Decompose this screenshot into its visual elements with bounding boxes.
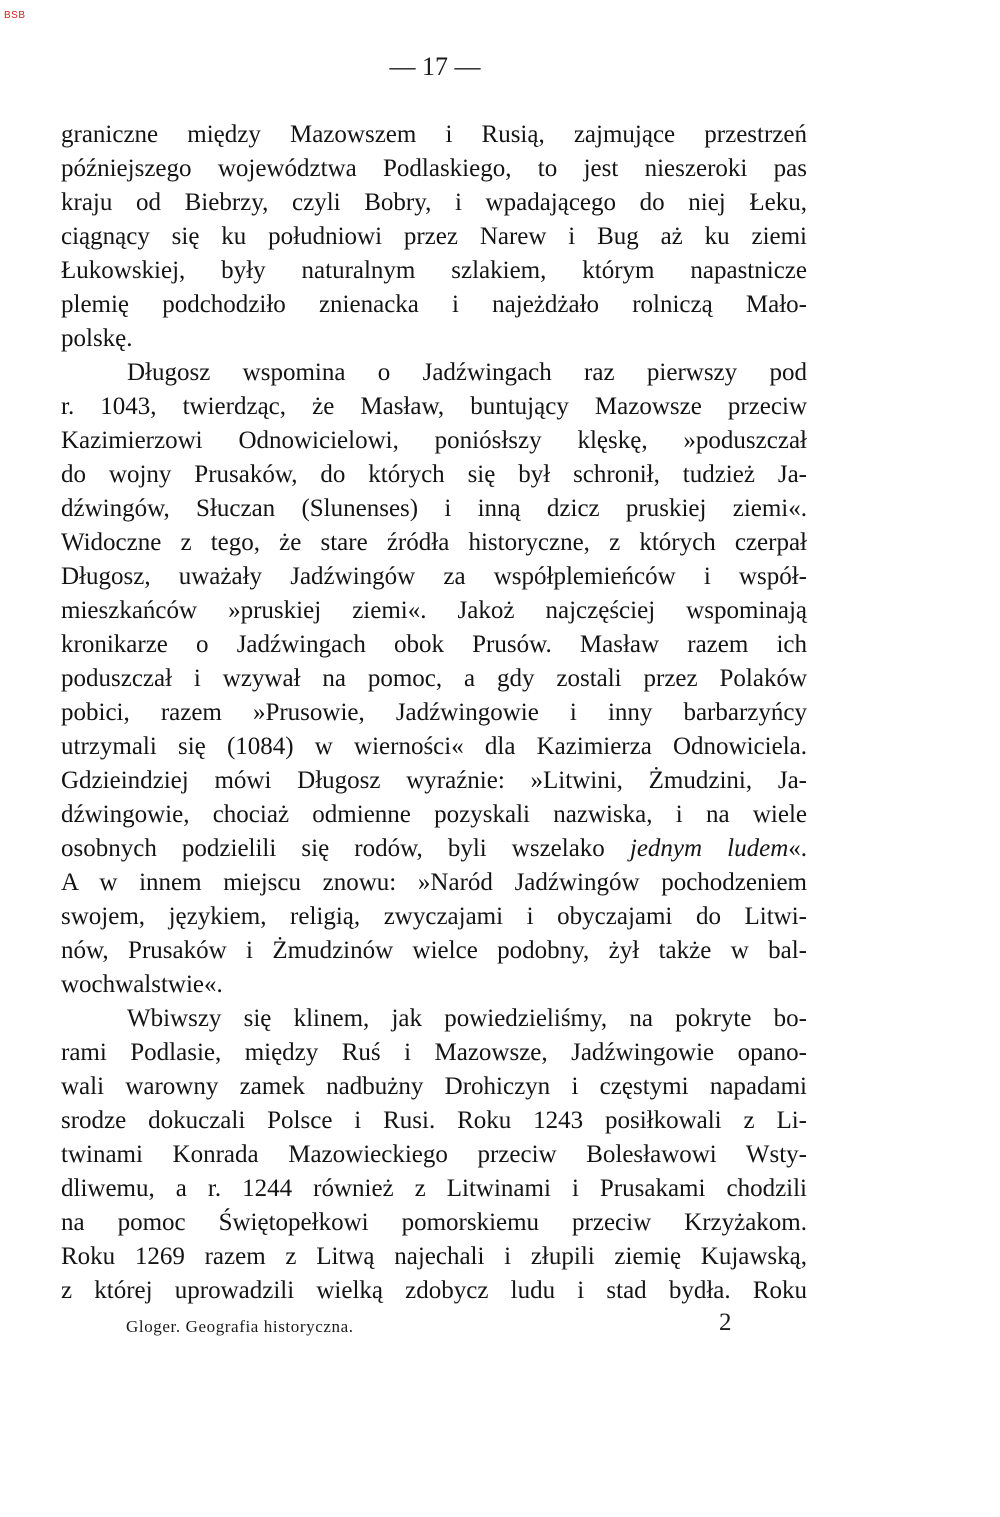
text-line: późniejszego województwa Podlaskiego, to jest nieszeroki pas bbox=[61, 155, 807, 182]
text-line: rami Podlasie, między Ruś i Mazowsze, Jadźwingowie opano- bbox=[61, 1039, 807, 1066]
text-line: Roku 1269 razem z Litwą najechali i złupili ziemię Kujawską, bbox=[61, 1243, 807, 1270]
text-line: ciągnący się ku południowi przez Narew i Bug aż ku ziemi bbox=[61, 223, 807, 250]
text-line: twinami Konrada Mazowieckiego przeciw Bolesławowi Wsty- bbox=[61, 1141, 807, 1168]
text-line: r. 1043, twierdząc, że Masław, buntujący Mazowsze przeciw bbox=[61, 393, 807, 420]
text-line: srodze dokuczali Polsce i Rusi. Roku 1243 posiłkowali z Li- bbox=[61, 1107, 807, 1134]
text-line: utrzymali się (1084) w wierności« dla Kazimierza Odnowiciela. bbox=[61, 733, 807, 760]
text-line: Kazimierzowi Odnowicielowi, poniósłszy klęskę, »poduszczał bbox=[61, 427, 807, 454]
text-line: Łukowskiej, były naturalnym szlakiem, którym napastnicze bbox=[61, 257, 807, 284]
paragraph-start-line: Długosz wspomina o Jadźwingach raz pierwszy pod bbox=[127, 359, 807, 386]
text-line: swojem, językiem, religią, zwyczajami i obyczajami do Litwi- bbox=[61, 903, 807, 930]
text-line: do wojny Prusaków, do których się był schronił, tudzież Ja- bbox=[61, 461, 807, 488]
text-line: dźwingowie, chociaż odmienne pozyskali nazwiska, i na wiele bbox=[61, 801, 807, 828]
text-line: wochwalstwie«. bbox=[61, 971, 223, 998]
library-stamp: BSB bbox=[4, 10, 26, 21]
text-line: z której uprowadzili wielką zdobycz ludu i stad bydła. Roku bbox=[61, 1277, 807, 1304]
text-line: Długosz, uważały Jadźwingów za współplemieńców i współ- bbox=[61, 563, 807, 590]
text-line: graniczne między Mazowszem i Rusią, zajmujące przestrzeń bbox=[61, 121, 807, 148]
text-line-with-emphasis bbox=[61, 832, 807, 866]
text-line: mieszkańców »pruskiej ziemi«. Jakoż najczęściej wspominają bbox=[61, 597, 807, 624]
text-line: na pomoc Świętopełkowi pomorskiemu przeciw Krzyżakom. bbox=[61, 1209, 807, 1236]
body-text bbox=[61, 118, 807, 1308]
page-number: — 17 — bbox=[389, 52, 481, 81]
text-line: Widoczne z tego, że stare źródła historyczne, z których czerpał bbox=[61, 529, 807, 556]
text-line: A w innem miejscu znowu: »Naród Jadźwingów pochodzeniem bbox=[61, 869, 807, 896]
text-line: nów, Prusaków i Żmudzinów wielce podobny, żył także w bal- bbox=[61, 937, 807, 964]
text-line: plemię podchodziło znienacka i najeżdżało rolniczą Mało- bbox=[61, 291, 807, 318]
text-line: Gdzieindziej mówi Długosz wyraźnie: »Litwini, Żmudzini, Ja- bbox=[61, 767, 807, 794]
text-line: pobici, razem »Prusowie, Jadźwingowie i inny barbarzyńcy bbox=[61, 699, 807, 726]
footer-book-title: Gloger. Geografia historyczna. bbox=[126, 1317, 354, 1336]
footer-signature-mark: 2 bbox=[719, 1309, 732, 1336]
text-line: dźwingów, Słuczan (Slunenses) i inną dzicz pruskiej ziemi«. bbox=[61, 495, 807, 522]
text-line: poduszczał i wzywał na pomoc, a gdy zostali przez Polaków bbox=[61, 665, 807, 692]
text-segment: osobnych podzielili się rodów, byli wszelako bbox=[61, 835, 605, 862]
paragraph-start-line: Wbiwszy się klinem, jak powiedzieliśmy, na pokryte bo- bbox=[127, 1005, 807, 1032]
text-line: kronikarze o Jadźwingach obok Prusów. Masław razem ich bbox=[61, 631, 807, 658]
text-line: polskę. bbox=[61, 325, 133, 352]
quote-close: «. bbox=[788, 835, 808, 862]
text-line: wali warowny zamek nadbużny Drohiczyn i częstymi napadami bbox=[61, 1073, 807, 1100]
emphasized-phrase: jednym ludem bbox=[629, 835, 789, 862]
text-line: kraju od Biebrzy, czyli Bobry, i wpadającego do niej Łeku, bbox=[61, 189, 807, 216]
text-line: dliwemu, a r. 1244 również z Litwinami i Prusakami chodzili bbox=[61, 1175, 807, 1202]
